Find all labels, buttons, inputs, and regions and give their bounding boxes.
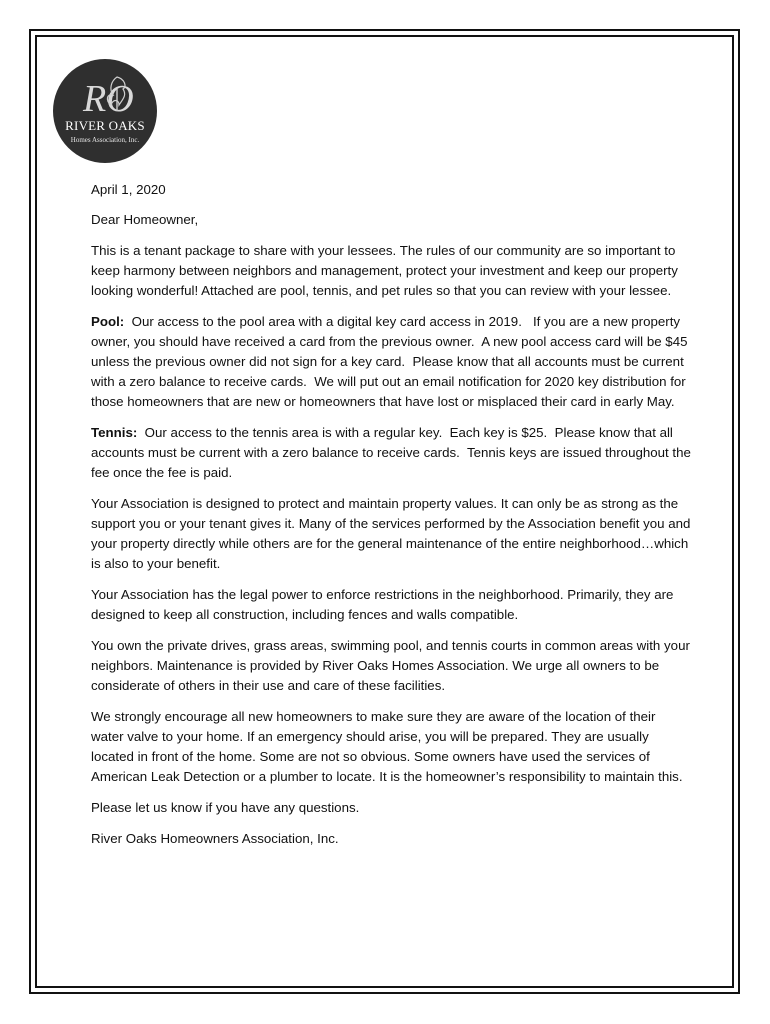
river-oaks-logo [53,59,157,163]
letter-salutation: Dear Homeowner, [91,212,199,227]
closing-line: Please let us know if you have any questions. [91,800,360,815]
logo-subtitle: Homes Association, Inc. [70,136,140,144]
pool-text: Our access to the pool area with a digital key card access in 2019. If you are a new property owner, you should have received a card from the previous owner. A new pool access card will be $45 unless the previous owner did not sign for a key card. Please know that all accounts must be current with a zero balance to receive cards. We will put out an email notification for 2020 key distribution for those homeowners that are new or homeowners that have lost or misplaced their card in early May. [91,314,692,409]
letter-date: April 1, 2020 [91,182,166,197]
tennis-paragraph [91,423,695,483]
common-areas-paragraph: You own the private drives, grass areas, swimming pool, and tennis courts in common areas with your neighbors. Maintenance is provided by River Oaks Homes Association. We urge all owners to be considerate of others in their use and care of these facilities. [91,638,690,693]
pool-paragraph [91,312,691,412]
tennis-text: Our access to the tennis area is with a regular key. Each key is $25. Please know that all accounts must be current with a zero balance to receive cards. Tennis keys are issued throughout the fee once the fee is paid. [91,425,695,480]
intro-paragraph: This is a tenant package to share with your lessees. The rules of our community are so important to keep harmony between neighbors and management, protect your investment and keep our property looking wonderful! Attached are pool, tennis, and pet rules so that you can review with your lessee. [91,243,678,298]
association-paragraph: Your Association is designed to protect and maintain property values. It can only be as strong as the support you or your tenant gives it. Many of the services performed by the Association benefit you and your property directly while others are for the general maintenance of the entire neighborhood…which is also to your benefit. [91,496,691,571]
tree-monogram-icon [53,59,157,163]
tennis-label: Tennis: [91,425,138,440]
letter-body [91,180,695,860]
pool-label: Pool: [91,314,125,329]
restrictions-paragraph: Your Association has the legal power to enforce restrictions in the neighborhood. Primarily, they are designed to keep all construction, including fences and walls compatible. [91,587,674,622]
water-valve-paragraph: We strongly encourage all new homeowners to make sure they are aware of the location of their water valve to your home. If an emergency should arise, you will be prepared. They are usually located in front of the home. Some are not so obvious. Some owners have used the services of American Leak Detection or a plumber to locate. It is the homeowner’s responsibility to maintain this. [91,709,683,784]
logo-name: RIVER OAKS [65,118,145,133]
signature-line: River Oaks Homeowners Association, Inc. [91,831,339,846]
monogram-letters: RO [83,78,134,120]
